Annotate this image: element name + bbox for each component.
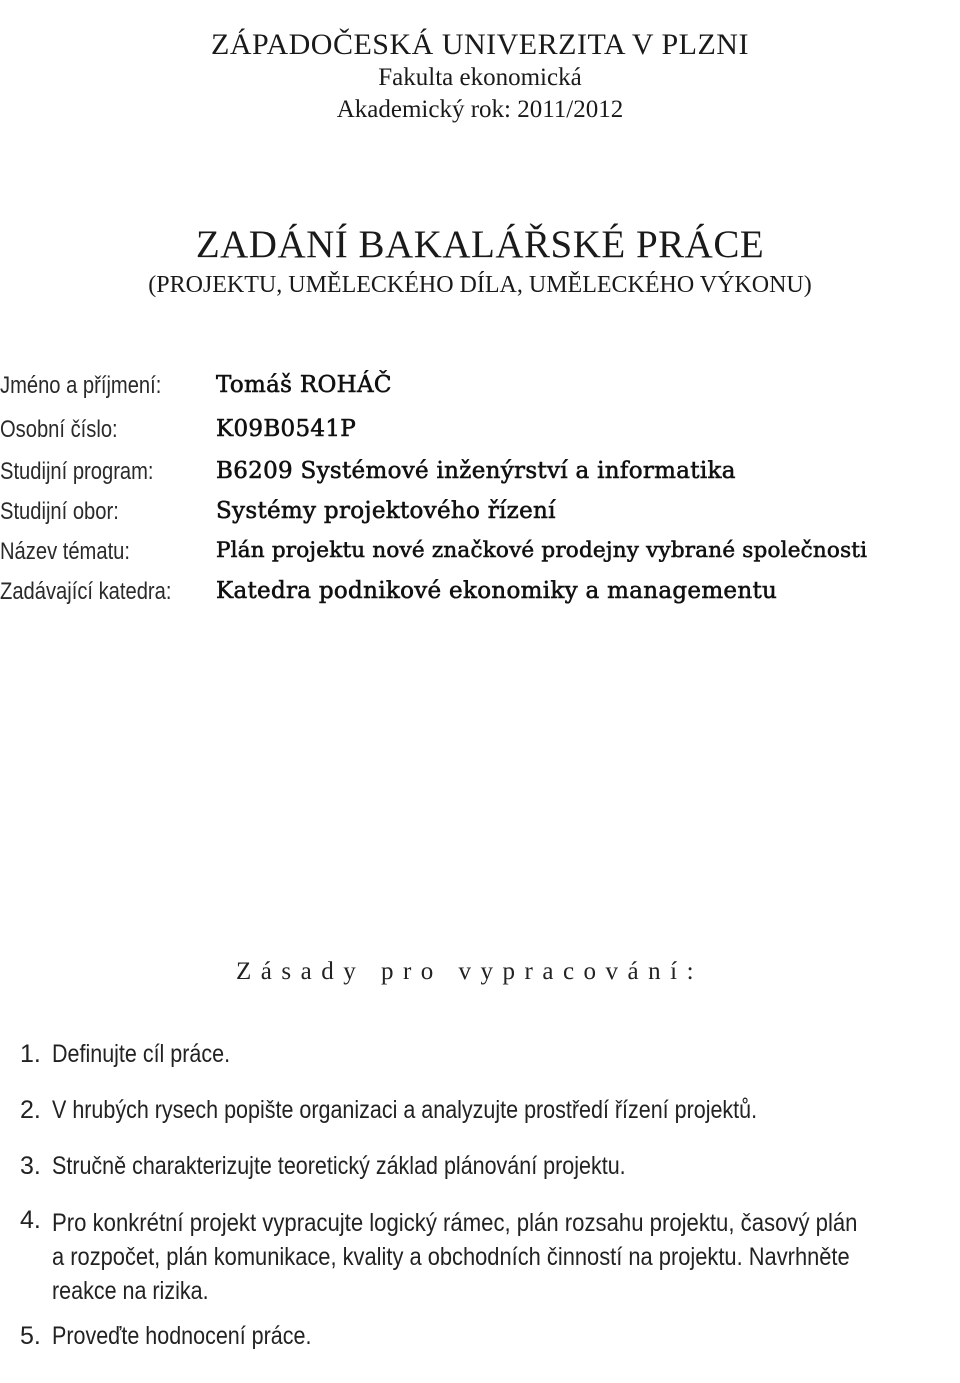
info-label: Jméno a příjmení: xyxy=(0,372,162,399)
info-row-department xyxy=(0,578,960,618)
info-row-study-program xyxy=(0,458,960,498)
info-label: Studijní obor: xyxy=(0,498,119,525)
info-value: K09B0541P xyxy=(216,416,357,442)
info-value: Systémy projektového řízení xyxy=(216,498,556,524)
principle-line: reakce na rizika. xyxy=(52,1277,209,1305)
principle-item xyxy=(20,1096,872,1125)
document-subtitle: (PROJEKTU, UMĚLECKÉHO DÍLA, UMĚLECKÉHO VÝKONU) xyxy=(148,272,812,298)
info-value: Plán projektu nové značkové prodejny vybrané společnosti xyxy=(216,538,868,563)
principle-number: 2. xyxy=(20,1096,41,1124)
principle-number: 4. xyxy=(20,1206,41,1234)
info-row-personal-number xyxy=(0,416,960,456)
info-label: Studijní program: xyxy=(0,458,154,485)
info-value: B6209 Systémové inženýrství a informatika xyxy=(216,458,736,484)
principle-text: Definujte cíl práce. xyxy=(52,1040,231,1068)
principle-number: 5. xyxy=(20,1322,41,1350)
principle-text: V hrubých rysech popište organizaci a analyzujte prostředí řízení projektů. xyxy=(52,1096,758,1124)
principles-heading: Zásady pro vypracování: xyxy=(236,958,704,985)
principle-text: Proveďte hodnocení práce. xyxy=(52,1322,312,1350)
university-name: ZÁPADOČESKÁ UNIVERZITA V PLZNI xyxy=(211,28,749,61)
document-title: ZADÁNÍ BAKALÁŘSKÉ PRÁCE xyxy=(195,223,765,266)
info-row-study-field xyxy=(0,498,960,538)
principle-item xyxy=(20,1040,259,1069)
info-value: Tomáš ROHÁČ xyxy=(216,372,392,398)
principle-line: a rozpočet, plán komunikace, kvality a obchodních činností na projektu. Navrhněte xyxy=(52,1243,850,1271)
info-value: Katedra podnikové ekonomiky a managementu xyxy=(216,578,778,604)
principle-item xyxy=(20,1152,719,1181)
info-label: Osobní číslo: xyxy=(0,416,118,443)
info-row-topic xyxy=(0,538,960,578)
info-label: Název tématu: xyxy=(0,538,130,565)
principle-line: Pro konkrétní projekt vypracujte logický rámec, plán rozsahu projektu, časový plán xyxy=(52,1209,858,1237)
info-row-name xyxy=(0,372,960,412)
principle-item xyxy=(20,1322,354,1351)
principle-number: 3. xyxy=(20,1152,41,1180)
principle-text-multiline xyxy=(52,1206,937,1308)
principle-number: 1. xyxy=(20,1040,41,1068)
info-label: Zadávající katedra: xyxy=(0,578,172,605)
faculty-name: Fakulta ekonomická xyxy=(378,64,582,91)
principle-text: Stručně charakterizujte teoretický základ plánování projektu. xyxy=(52,1152,626,1180)
academic-year: Akademický rok: 2011/2012 xyxy=(336,96,624,123)
